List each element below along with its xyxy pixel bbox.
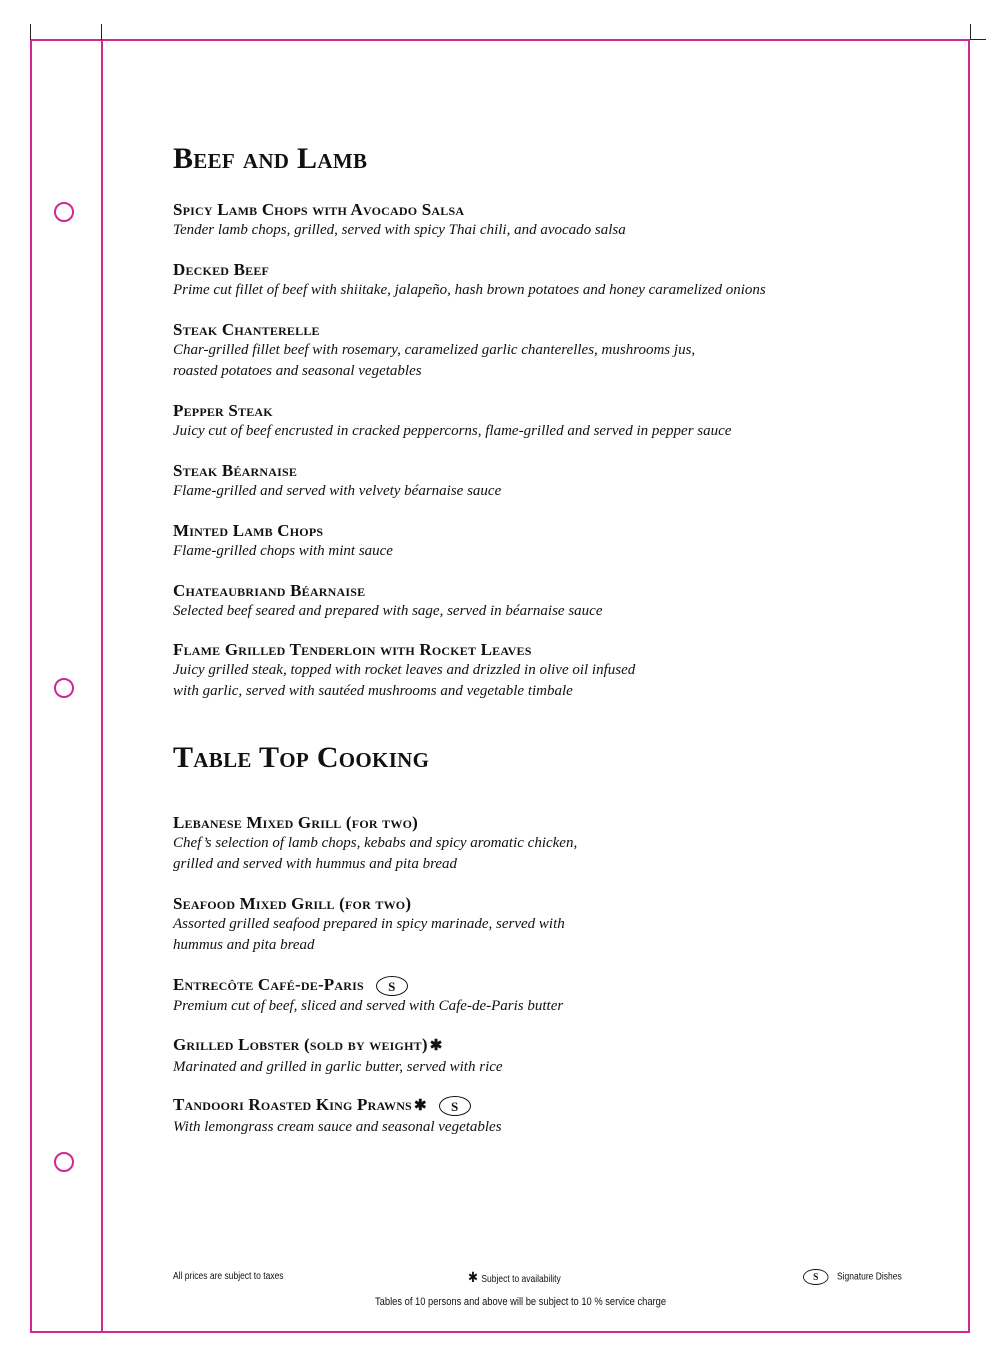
- availability-legend-text: Subject to availability: [481, 1274, 561, 1285]
- item-name: Pepper Steak: [173, 401, 273, 420]
- crop-mark: [970, 39, 986, 40]
- item-description: With lemongrass cream sauce and seasonal vegetables: [173, 1118, 502, 1135]
- signature-dish-icon: S: [803, 1269, 829, 1285]
- item-description: Juicy cut of beef encrusted in cracked peppercorns, flame-grilled and served in pepper sauce: [173, 423, 732, 439]
- footer-taxes-note: All prices are subject to taxes: [173, 1271, 284, 1282]
- signature-dish-icon: S: [439, 1096, 471, 1116]
- menu-item: [173, 974, 913, 1017]
- item-name: Seafood Mixed Grill (for two): [173, 894, 412, 913]
- item-description: with garlic, served with sautéed mushrooms and vegetable timbale: [173, 683, 573, 699]
- item-name: Spicy Lamb Chops with Avocado Salsa: [173, 200, 465, 219]
- item-name: Decked Beef: [173, 260, 270, 279]
- item-description: Flame-grilled chops with mint sauce: [173, 543, 393, 559]
- menu-item: [173, 520, 913, 562]
- item-description: Chef’s selection of lamb chops, kebabs and spicy aromatic chicken,: [173, 835, 578, 851]
- item-name: Steak Béarnaise: [173, 461, 298, 480]
- item-description: grilled and served with hummus and pita bread: [173, 856, 458, 872]
- item-description: Juicy grilled steak, topped with rocket leaves and drizzled in olive oil infused: [173, 662, 636, 678]
- item-name: Minted Lamb Chops: [173, 521, 324, 540]
- binder-hole-icon: [54, 202, 74, 222]
- menu-item: [173, 259, 913, 301]
- item-description: Flame-grilled and served with velvety béarnaise sauce: [173, 483, 502, 499]
- availability-asterisk-icon: ✱: [429, 1037, 443, 1054]
- item-description: roasted potatoes and seasonal vegetables: [173, 363, 422, 379]
- availability-asterisk-icon: ✱: [413, 1097, 427, 1114]
- binder-hole-icon: [54, 678, 74, 698]
- menu-item: [173, 580, 913, 622]
- menu-item: [173, 199, 913, 241]
- item-name: Flame Grilled Tenderloin with Rocket Leaves: [173, 640, 532, 659]
- item-description: Assorted grilled seafood prepared in spicy marinade, served with: [173, 916, 565, 932]
- item-name: Steak Chanterelle: [173, 320, 320, 339]
- item-name: Tandoori Roasted King Prawns: [173, 1095, 412, 1114]
- item-description: Prime cut fillet of beef with shiitake, jalapeño, hash brown potatoes and honey caramelized onions: [173, 282, 766, 298]
- item-description: Selected beef seared and prepared with sage, served in béarnaise sauce: [173, 603, 603, 619]
- footer-service-charge-note: Tables of 10 persons and above will be subject to 10 % service charge: [375, 1296, 667, 1308]
- menu-item: [173, 460, 913, 502]
- item-name: Grilled Lobster (sold by weight): [173, 1035, 428, 1054]
- item-name: Chateaubriand Béarnaise: [173, 581, 366, 600]
- menu-item: [173, 400, 913, 442]
- binding-line: [101, 39, 103, 1333]
- menu-item: [173, 812, 913, 875]
- availability-asterisk-icon: ✱: [468, 1269, 478, 1285]
- item-name-row: [173, 974, 913, 996]
- signature-dish-icon: S: [376, 976, 408, 996]
- item-description: Marinated and grilled in garlic butter, served with rice: [173, 1058, 503, 1075]
- menu-item: [173, 893, 913, 956]
- menu-item: [173, 1034, 913, 1078]
- section-title-beef-and-lamb: Beef and Lamb: [173, 142, 368, 175]
- item-name-row: [173, 1094, 913, 1117]
- footer-availability-legend: [468, 1269, 561, 1286]
- menu-item: [173, 319, 913, 382]
- crop-mark: [30, 24, 31, 40]
- item-description: Char-grilled fillet beef with rosemary, caramelized garlic chanterelles, mushrooms jus,: [173, 342, 696, 358]
- item-description: Tender lamb chops, grilled, served with spicy Thai chili, and avocado salsa: [173, 222, 626, 238]
- item-description: hummus and pita bread: [173, 937, 315, 953]
- menu-item: [173, 639, 913, 702]
- item-name-row: [173, 1034, 913, 1057]
- item-name: Lebanese Mixed Grill (for two): [173, 813, 418, 832]
- binder-hole-icon: [54, 1152, 74, 1172]
- footer-signature-legend: [803, 1269, 902, 1285]
- crop-mark: [101, 24, 102, 40]
- signature-legend-text: Signature Dishes: [837, 1271, 902, 1283]
- crop-mark: [970, 24, 971, 40]
- section-title-table-top-cooking: Table Top Cooking: [173, 741, 430, 774]
- menu-item: [173, 1094, 913, 1138]
- item-description: Premium cut of beef, sliced and served with Cafe-de-Paris butter: [173, 998, 564, 1015]
- item-name: Entrecôte Café-de-Paris: [173, 975, 364, 994]
